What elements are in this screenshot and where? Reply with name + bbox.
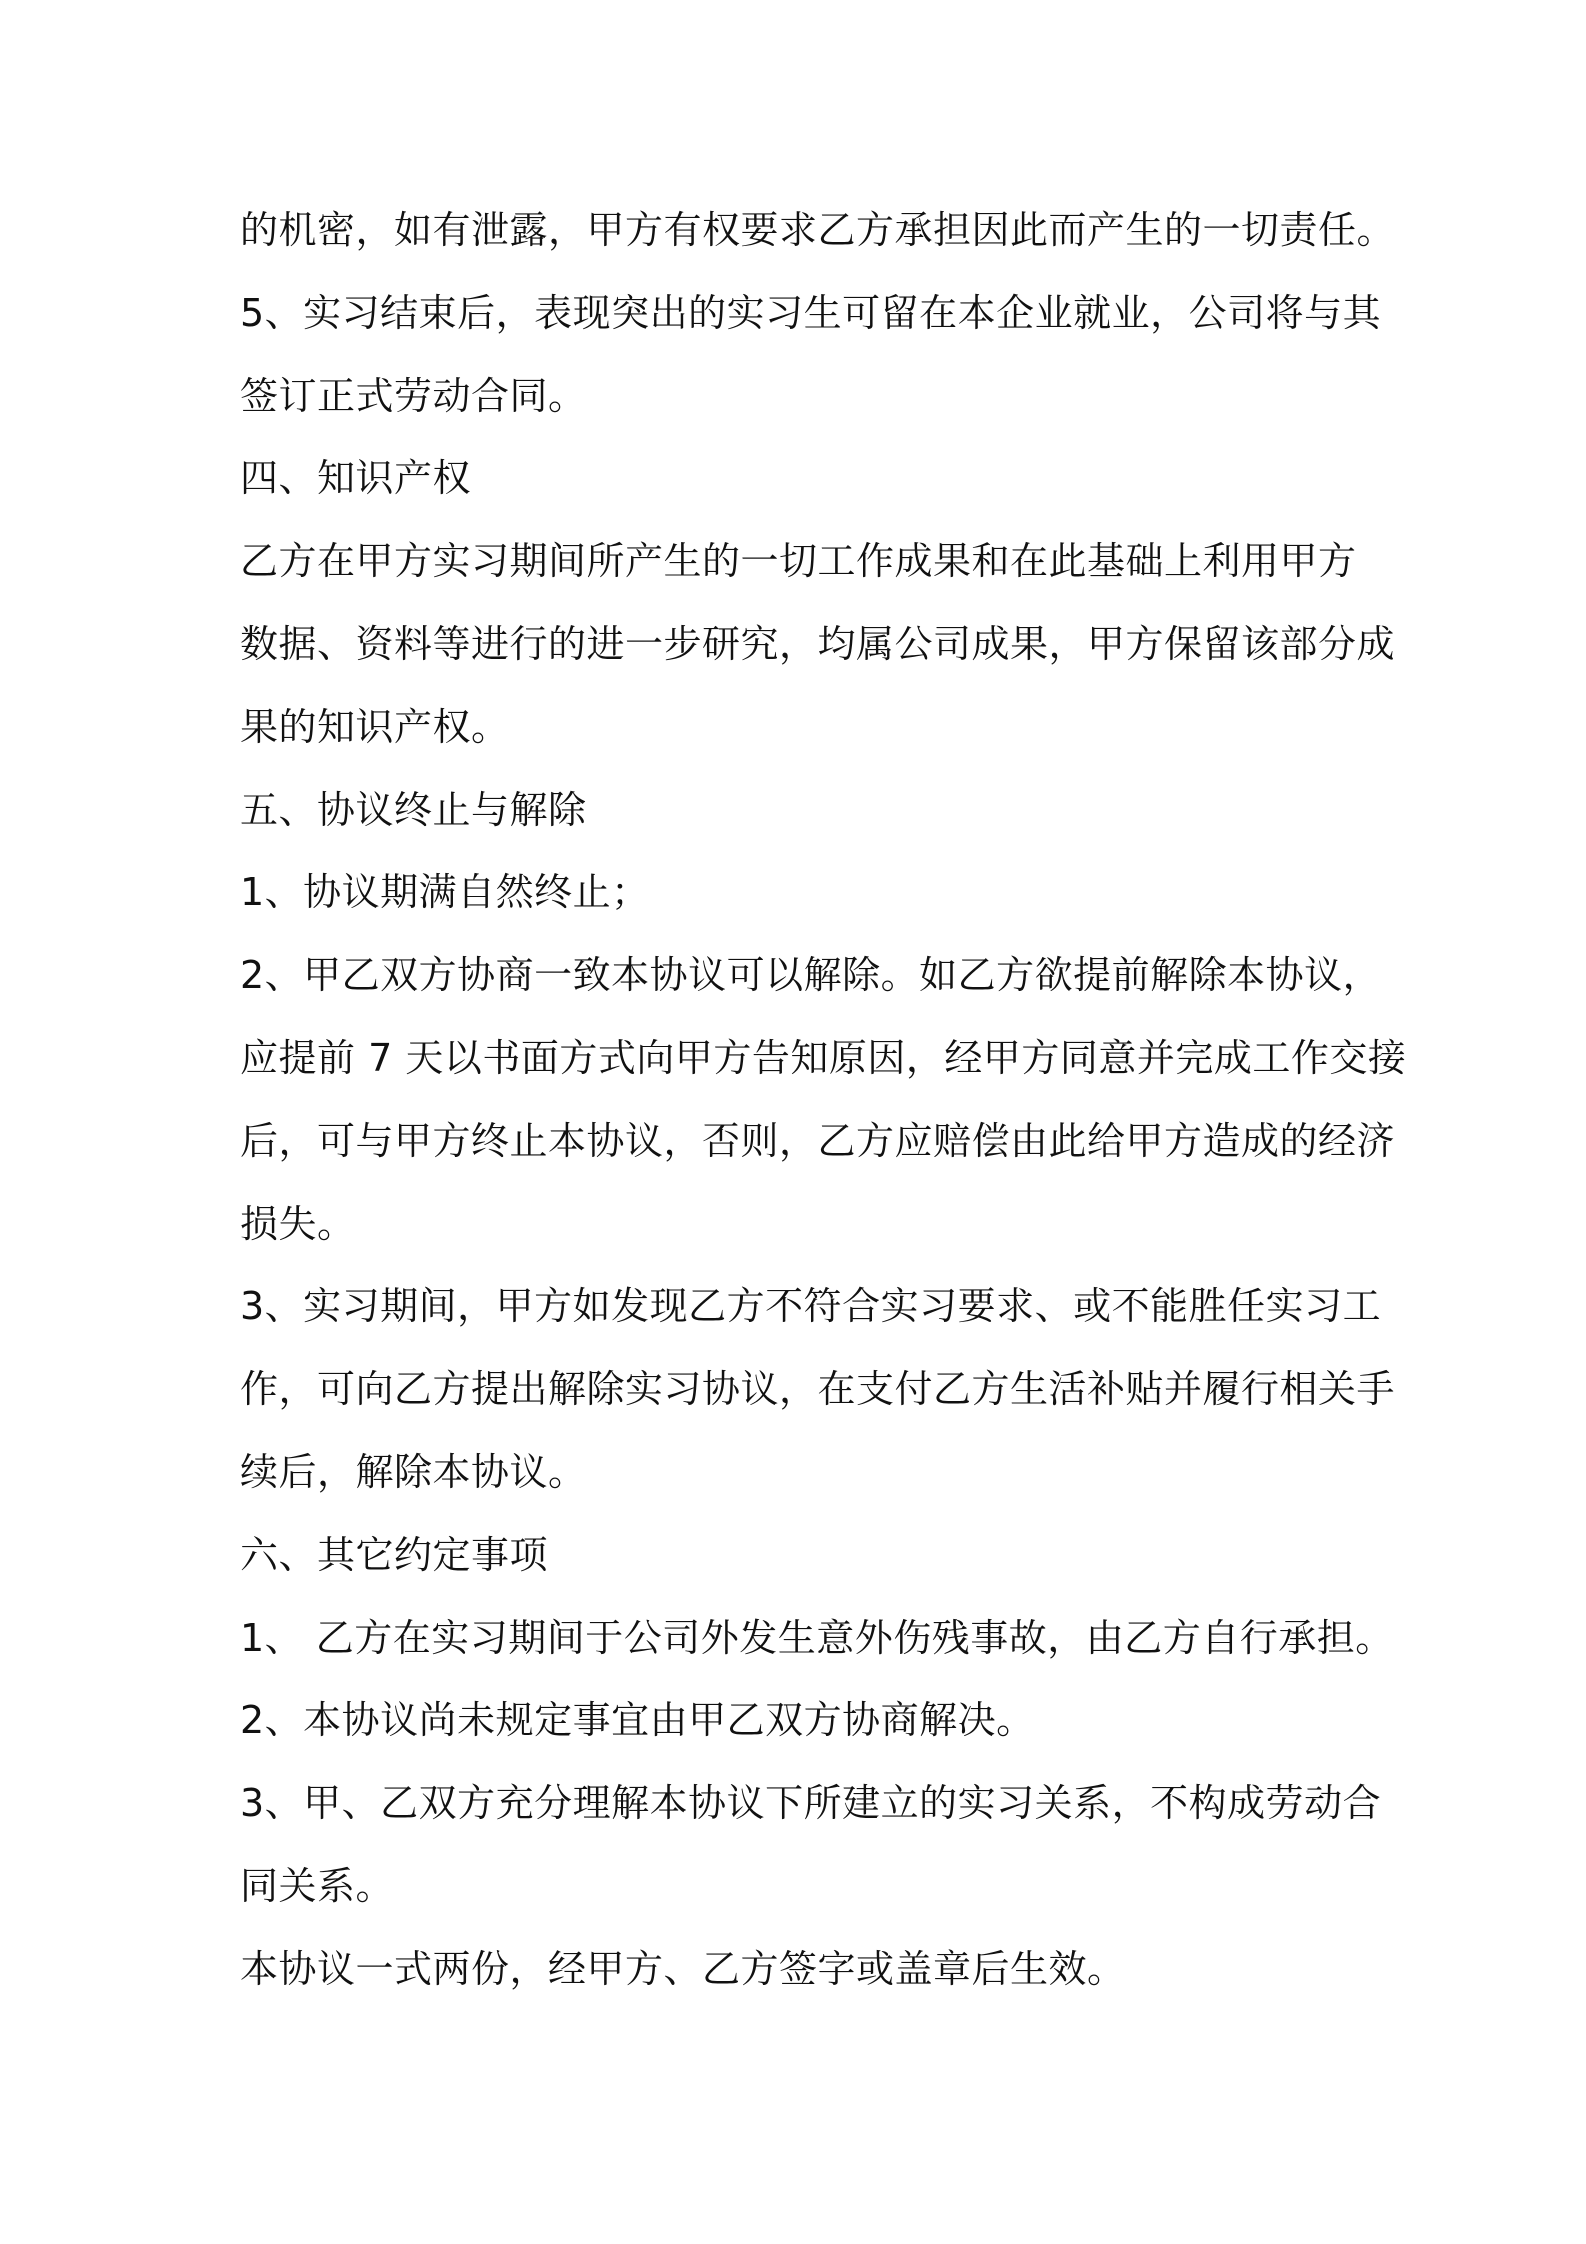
text-line: 3、实习期间，甲方如发现乙方不符合实习要求、或不能胜任实习工 — [240, 1284, 1382, 1328]
text-line: 乙方在甲方实习期间所产生的一切工作成果和在此基础上利用甲方 — [240, 539, 1357, 583]
text-line: 果的知识产权。 — [240, 705, 510, 749]
text-line: 续后，解除本协议。 — [240, 1450, 587, 1494]
section-heading: 四、知识产权 — [240, 456, 472, 500]
text-line: 数据、资料等进行的进一步研究，均属公司成果，甲方保留该部分成 — [240, 622, 1396, 666]
text-line: 同关系。 — [240, 1864, 395, 1908]
text-line: 2、甲乙双方协商一致本协议可以解除。如乙方欲提前解除本协议， — [240, 953, 1382, 997]
text-line: 后，可与甲方终止本协议，否则，乙方应赔偿由此给甲方造成的经济 — [240, 1119, 1396, 1163]
text-line: 5、实习结束后，表现突出的实习生可留在本企业就业，公司将与其 — [240, 291, 1382, 335]
text-line: 应提前 7 天以书面方式向甲方告知原因，经甲方同意并完成工作交接 — [240, 1036, 1407, 1080]
text-line: 2、本协议尚未规定事宜由甲乙双方协商解决。 — [240, 1698, 1035, 1742]
section-heading: 六、其它约定事项 — [240, 1533, 549, 1577]
text-line: 本协议一式两份，经甲方、乙方签字或盖章后生效。 — [240, 1947, 1126, 1991]
text-line: 3、甲、乙双方充分理解本协议下所建立的实习关系，不构成劳动合 — [240, 1781, 1382, 1825]
text-line: 的机密，如有泄露，甲方有权要求乙方承担因此而产生的一切责任。 — [240, 208, 1396, 252]
text-line: 1、协议期满自然终止； — [240, 870, 650, 914]
text-line: 作，可向乙方提出解除实习协议，在支付乙方生活补贴并履行相关手 — [240, 1367, 1396, 1411]
section-heading: 五、协议终止与解除 — [240, 788, 587, 832]
text-line: 签订正式劳动合同。 — [240, 374, 587, 418]
text-line: 1、 乙方在实习期间于公司外发生意外伤残事故，由乙方自行承担。 — [240, 1616, 1394, 1660]
text-line: 损失。 — [240, 1202, 356, 1246]
